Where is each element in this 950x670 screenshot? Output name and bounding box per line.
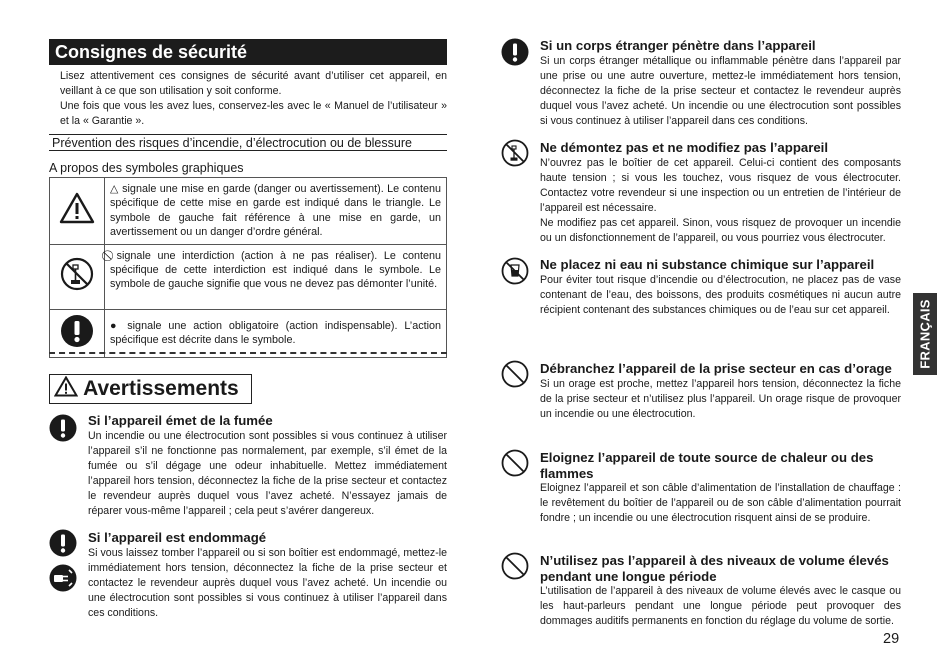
symbols-table <box>49 177 447 358</box>
dashed-divider <box>49 352 447 354</box>
warning-heading: N’utilisez pas l’appareil à des niveaux de volume élevés pendant une longue période <box>540 553 889 584</box>
warning-body: Pour éviter tout risque d’incendie ou d’électrocution, ne placez pas de vase contenant de l’eau, des boissons, des produits cosmétiques ni aucun autre récipient contenant des substances chimiques ou de l’eau sur cet appareil. <box>540 273 901 316</box>
prohibited-icon <box>501 552 529 580</box>
warnings-title <box>49 374 252 404</box>
intro-paragraph: Une fois que vous les avez lues, conservez-les avec le « Manuel de l’utilisateur » et la « Garantie ». <box>60 100 447 127</box>
warning-item <box>540 38 901 129</box>
warning-item <box>540 257 901 318</box>
page-number: 29 <box>883 631 900 647</box>
warning-body: Si un corps étranger métallique ou inflammable pénètre dans l’appareil par une prise ou une autre ouverture, mettez-le immédiatement hors tension, déconnectez la fiche de la prise secteur et contactez le revendeur auprès duquel vous l’avez acheté. Un incendie ou une électrocution sont possibles si vous continuez à utiliser l’appareil dans ces conditions. <box>540 54 901 127</box>
warning-heading: Si l’appareil émet de la fumée <box>88 413 273 428</box>
warning-heading: Ne placez ni eau ni substance chimique sur l’appareil <box>540 257 875 272</box>
prohibited-icon <box>501 449 529 477</box>
prohibited-disassembly-icon <box>501 139 529 167</box>
mandatory-action-icon <box>501 38 529 66</box>
warning-body: Un incendie ou une électrocution sont possibles si vous continuez à utiliser l’appareil s’il ne fonctionne pas normalement, par exemple, s’il émet de la fumée ou s’il dégage une odeur inhabituelle. Mettez immédiatement l’appareil hors tension, déconnectez la fiche de la prise secteur et contactez le revendeur auprès duquel vous l’avez acheté. N’essayez jamais de réparer vous-même l’appareil ; cela peut s’avérer dangereux. <box>88 429 447 517</box>
warning-body: L’utilisation de l’appareil à des niveaux de volume élevés avec le casque ou les haut-parleurs pendant une longue période peut provoquer des dommages auditifs permanents en fonction du réglage du volume de sortie. <box>540 585 901 627</box>
symbol-description: ● signale une action obligatoire (action indispensable). L’action spécifique est décrite dans le symbole. <box>105 309 447 357</box>
language-tab-label: FRANÇAIS <box>917 299 933 369</box>
warning-triangle-icon <box>59 192 95 224</box>
symbols-title: A propos des symboles graphiques <box>49 161 244 175</box>
intro-paragraph: Lisez attentivement ces consignes de sécurité avant d’utiliser cet appareil, en veillant à ce que son utilisation y soit conforme. <box>60 70 447 97</box>
prevention-heading: Prévention des risques d’incendie, d’électrocution ou de blessure <box>49 134 447 151</box>
symbol-cell <box>50 244 105 309</box>
symbol-cell <box>50 178 105 245</box>
symbol-description: △ signale une mise en garde (danger ou avertissement). Le contenu spécifique de cette mise en garde est indiqué dans le triangle. Le symbole de gauche fait référence à une mise en garde, un avertissement ou un danger d’ordre général. <box>105 178 447 245</box>
table-row <box>50 244 447 309</box>
prohibited-icon <box>501 360 529 388</box>
section-title: Consignes de sécurité <box>49 39 447 65</box>
warning-body: Si un orage est proche, mettez l’appareil hors tension, déconnectez la fiche de la prise secteur et n’utilisez plus l’appareil. Un orage risque de provoquer un incendie ou une électrocution. <box>540 377 901 420</box>
warning-item <box>540 140 901 246</box>
warning-triangle-icon <box>54 376 78 397</box>
symbol-description: ⃠ signale une interdiction (action à ne pas réaliser). Le contenu spécifique de cette interdiction est indiqué dans le symbole. Le symbole de gauche signifie que vous ne devez pas démonter l’unité. <box>105 244 447 309</box>
warning-heading: Si un corps étranger pénètre dans l’appareil <box>540 38 816 53</box>
mandatory-action-icon <box>49 529 77 557</box>
mandatory-action-icon <box>60 314 94 348</box>
warnings-title-text: Avertissements <box>83 377 239 400</box>
table-row <box>50 309 447 357</box>
warning-item <box>540 450 901 526</box>
warning-item <box>540 361 901 422</box>
prohibited-disassembly-icon <box>59 256 95 292</box>
warning-body: Ne modifiez pas cet appareil. Sinon, vous risquez de provoquer un incendie ou un disfonctionnement de l’appareil, ou vous pourriez vous électrocuter. <box>540 216 901 244</box>
warning-item <box>540 553 901 629</box>
language-tab <box>913 293 937 375</box>
warning-item <box>88 413 447 519</box>
symbol-cell <box>50 309 105 357</box>
warning-item <box>88 530 447 621</box>
warning-heading: Eloignez l’appareil de toute source de chaleur ou des flammes <box>540 450 874 481</box>
mandatory-action-icon <box>49 414 77 442</box>
warning-body: N’ouvrez pas le boîtier de cet appareil. Celui-ci contient des composants haute tension ; si vous les touchez, vous risquez de vous électrocuter. Contactez votre revendeur si une inspection ou un entretien de l’intérieur de l’appareil est nécessaire. <box>540 156 901 214</box>
unplug-icon <box>49 564 77 592</box>
prohibited-liquid-icon <box>501 257 529 285</box>
intro-text <box>60 69 447 129</box>
warning-heading: Débranchez l’appareil de la prise secteur en cas d’orage <box>540 361 892 376</box>
warning-body: Eloignez l’appareil et son câble d’alimentation de l’installation de chauffage : le revêtement du boîtier de l’appareil ou de son câble d’alimentation pourrait fondre ; un incendie ou une électrocution risquent ainsi de se produire. <box>540 482 901 524</box>
warning-heading: Ne démontez pas et ne modifiez pas l’appareil <box>540 140 829 155</box>
warning-body: Si vous laissez tomber l’appareil ou si son boîtier est endommagé, mettez-le immédiatement hors tension, déconnectez la fiche de la prise secteur et contactez le revendeur auprès duquel vous l’avez acheté. Un incendie ou une électrocution sont possibles si vous continuez à utiliser l’appareil dans ces conditions. <box>88 546 447 619</box>
warning-heading: Si l’appareil est endommagé <box>88 530 267 545</box>
table-row <box>50 178 447 245</box>
